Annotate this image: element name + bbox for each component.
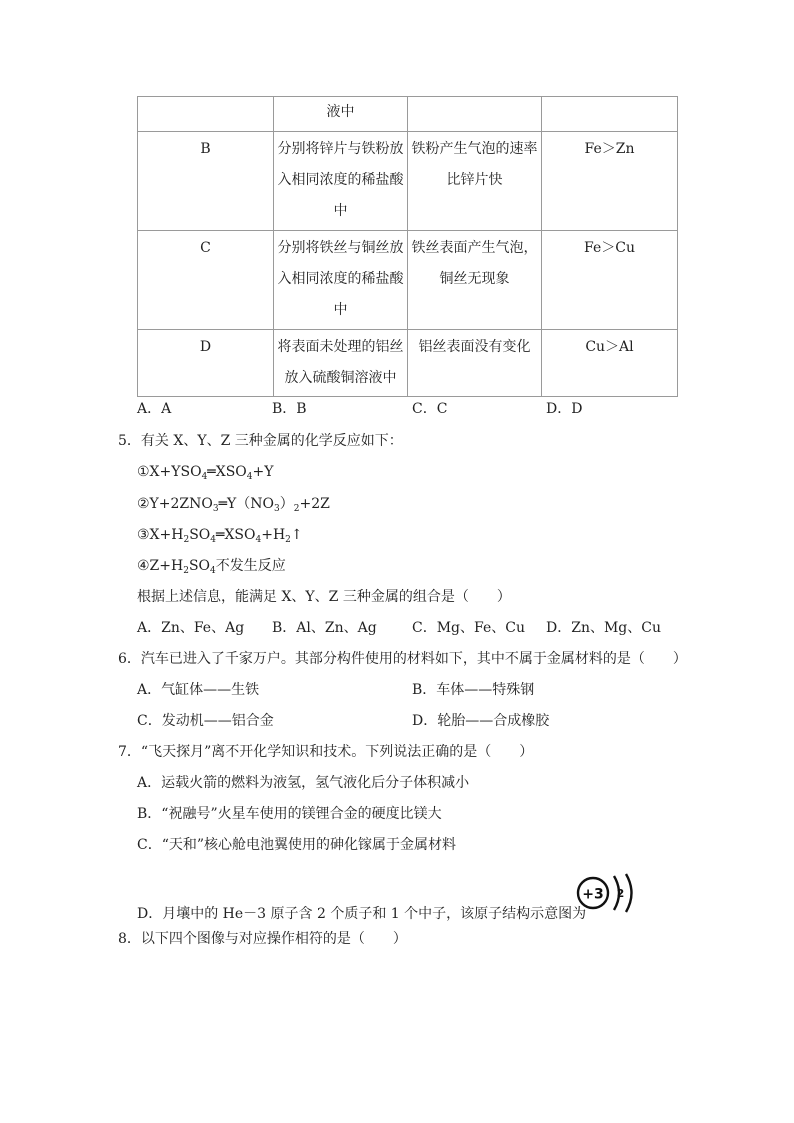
table-row (138, 132, 678, 231)
table-cell: 分别将锌片与铁粉放入相同浓度的稀盐酸中 (274, 132, 408, 231)
table-row (138, 330, 678, 397)
text: 不发生反应 (215, 558, 286, 574)
subscript: 4 (210, 535, 217, 545)
table-cell: Fe＞Zn (542, 132, 678, 231)
q7-option-d[interactable]: D．月壤中的 He－3 原子含 2 个质子和 1 个中子，该原子结构示意图为 (137, 906, 587, 922)
q5-reaction-1 (137, 462, 273, 487)
electron-count: 2 (616, 887, 625, 900)
q4-option-d[interactable]: D．D (546, 401, 583, 417)
text: ④Z+H (137, 558, 184, 574)
table-cell (138, 97, 274, 132)
q4-option-b[interactable]: B．B (272, 401, 307, 417)
table-cell (542, 97, 678, 132)
subscript: 2 (285, 535, 291, 545)
q7-option-b[interactable]: B．“祝融号”火星车使用的镁锂合金的硬度比镁大 (137, 806, 442, 822)
table-cell: 铁粉产生气泡的速率比锌片快 (408, 132, 542, 231)
text: ═XSO (216, 527, 256, 543)
table-cell: C (138, 231, 274, 330)
q5-prompt: 根据上述信息，能满足 X、Y、Z 三种金属的组合是（ ） (137, 589, 511, 605)
table-cell: Cu＞Al (542, 330, 678, 397)
table-cell (408, 97, 542, 132)
table-cell: 分别将铁丝与铜丝放入相同浓度的稀盐酸中 (274, 231, 408, 330)
subscript: 2 (183, 566, 189, 576)
table-cell: 铝丝表面没有变化 (408, 330, 542, 397)
q6-option-d[interactable]: D．轮胎——合成橡胶 (412, 713, 550, 729)
text: ） (279, 496, 294, 512)
subscript: 2 (293, 504, 300, 514)
subscript: 2 (183, 535, 190, 545)
table-row (138, 231, 678, 330)
text: +2Z (299, 496, 330, 512)
atom-structure-diagram (574, 870, 640, 916)
table-cell: Fe＞Cu (542, 231, 678, 330)
q5-stem: 5．有关 X、Y、Z 三种金属的化学反应如下： (118, 433, 403, 449)
text: ═XSO (207, 464, 247, 480)
q4-option-c[interactable]: C．C (412, 401, 448, 417)
subscript: 4 (255, 535, 262, 545)
table-cell: D (138, 330, 274, 397)
table-cell: 将表面未处理的铝丝放入硫酸铜溶液中 (274, 330, 408, 397)
table-row (138, 97, 678, 132)
experiment-table (137, 96, 678, 397)
q5-option-c[interactable]: C．Mg、Fe、Cu (412, 620, 525, 636)
q4-option-a[interactable]: A．A (137, 401, 172, 417)
table-cell: 液中 (274, 97, 408, 132)
text: ①X+YSO (137, 464, 202, 480)
text: +Y (252, 464, 274, 480)
q6-option-a[interactable]: A．气缸体——生铁 (137, 682, 260, 698)
q8-stem: 8．以下四个图像与对应操作相符的是（ ） (118, 931, 407, 947)
q5-option-a[interactable]: A．Zn、Fe、Ag (137, 620, 245, 636)
q6-option-c[interactable]: C．发动机——铝合金 (137, 713, 274, 729)
subscript: 4 (246, 472, 253, 482)
text: ═Y（NO (218, 496, 275, 512)
q6-option-b[interactable]: B．车体——特殊钢 (412, 682, 535, 698)
q5-reaction-2 (137, 494, 330, 519)
q5-option-b[interactable]: B．Al、Zn、Ag (272, 620, 377, 636)
text: +H (261, 527, 286, 543)
electron-shell-arc-2 (626, 874, 632, 912)
subscript: 3 (274, 504, 280, 514)
subscript: 4 (201, 472, 208, 482)
q7-stem: 7．“飞天探月”离不开化学知识和技术。下列说法正确的是（ ） (118, 744, 534, 760)
table-cell: B (138, 132, 274, 231)
q7-option-c[interactable]: C．“天和”核心舱电池翼使用的砷化镓属于金属材料 (137, 837, 457, 853)
text: ②Y+2ZNO (137, 496, 213, 512)
text: SO (188, 558, 211, 574)
q5-option-d[interactable]: D．Zn、Mg、Cu (546, 620, 661, 636)
subscript: 3 (212, 504, 219, 514)
text: ③X+H (137, 527, 184, 543)
text: SO (189, 527, 211, 543)
q7-option-a[interactable]: A．运载火箭的燃料为液氢，氢气液化后分子体积减小 (137, 775, 470, 791)
subscript: 4 (210, 566, 216, 576)
nucleus-charge: +3 (582, 886, 604, 903)
q5-reaction-3 (137, 525, 303, 550)
q5-reaction-4 (137, 556, 286, 581)
text: ↑ (290, 527, 303, 543)
table-cell: 铁丝表面产生气泡，铜丝无现象 (408, 231, 542, 330)
q6-stem: 6．汽车已进入了千家万户。其部分构件使用的材料如下，其中不属于金属材料的是（ ） (118, 651, 687, 667)
